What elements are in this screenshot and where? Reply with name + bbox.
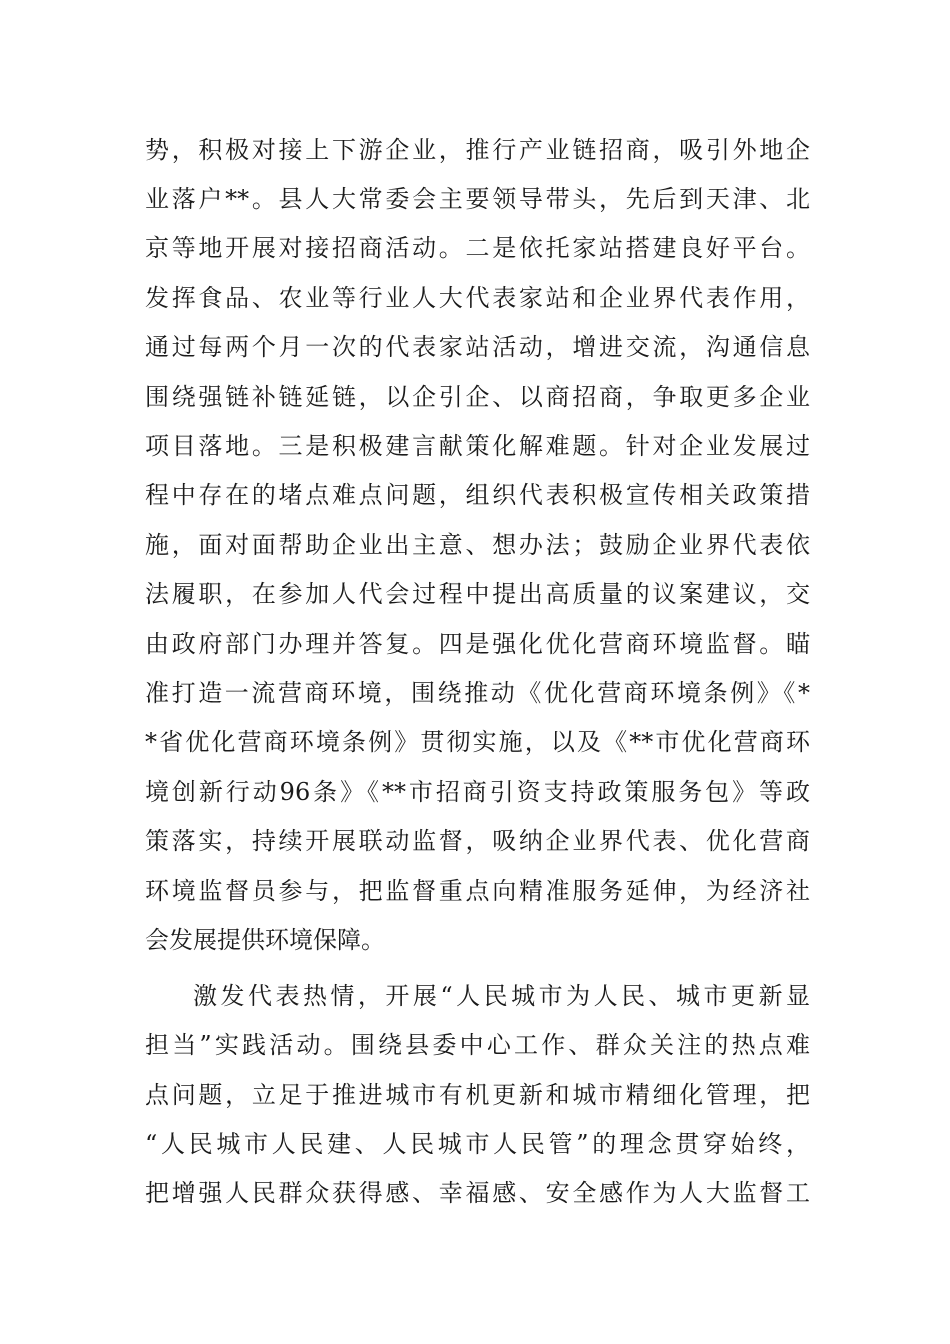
text-line: 点问题，立足于推进城市有机更新和城市精细化管理，把 bbox=[145, 1081, 810, 1109]
text-line: 业落户**。县人大常委会主要领导带头，先后到天津、北 bbox=[145, 185, 810, 213]
text-line: 策落实，持续开展联动监督，吸纳企业界代表、优化营商 bbox=[145, 827, 810, 855]
text-line: 发挥食品、农业等行业人大代表家站和企业界代表作用， bbox=[145, 284, 810, 312]
text-line: 程中存在的堵点难点问题，组织代表积极宣传相关政策措 bbox=[145, 481, 810, 509]
text-line: 通过每两个月一次的代表家站活动，增进交流，沟通信息 bbox=[145, 333, 810, 361]
text-line: “人民城市人民建、人民城市人民管”的理念贯穿始终， bbox=[145, 1130, 810, 1158]
text-line: 准打造一流营商环境，围绕推动《优化营商环境条例》《* bbox=[145, 679, 810, 707]
text-line: 担当”实践活动。围绕县委中心工作、群众关注的热点难 bbox=[145, 1031, 810, 1059]
text-line: 由政府部门办理并答复。四是强化优化营商环境监督。瞄 bbox=[145, 630, 810, 658]
text-line: 施，面对面帮助企业出主意、想办法；鼓励企业界代表依 bbox=[145, 531, 810, 559]
text-line: 境创新行动96条》《**市招商引资支持政策服务包》等政 bbox=[145, 778, 810, 806]
paragraph-first-line: 激发代表热情，开展“人民城市为人民、城市更新显 bbox=[193, 982, 810, 1010]
text-line: 势，积极对接上下游企业，推行产业链招商，吸引外地企 bbox=[145, 136, 810, 164]
text-line: 京等地开展对接招商活动。二是依托家站搭建良好平台。 bbox=[145, 234, 810, 262]
text-line: 会发展提供环境保障。 bbox=[145, 926, 385, 954]
text-line: 环境监督员参与，把监督重点向精准服务延伸，为经济社 bbox=[145, 877, 810, 905]
text-line: 围绕强链补链延链，以企引企、以商招商，争取更多企业 bbox=[145, 383, 810, 411]
text-line: 法履职，在参加人代会过程中提出高质量的议案建议，交 bbox=[145, 580, 810, 608]
text-line: 项目落地。三是积极建言献策化解难题。针对企业发展过 bbox=[145, 432, 810, 460]
text-line: *省优化营商环境条例》贯彻实施，以及《**市优化营商环 bbox=[145, 728, 810, 756]
text-line: 把增强人民群众获得感、幸福感、安全感作为人大监督工 bbox=[145, 1179, 810, 1207]
